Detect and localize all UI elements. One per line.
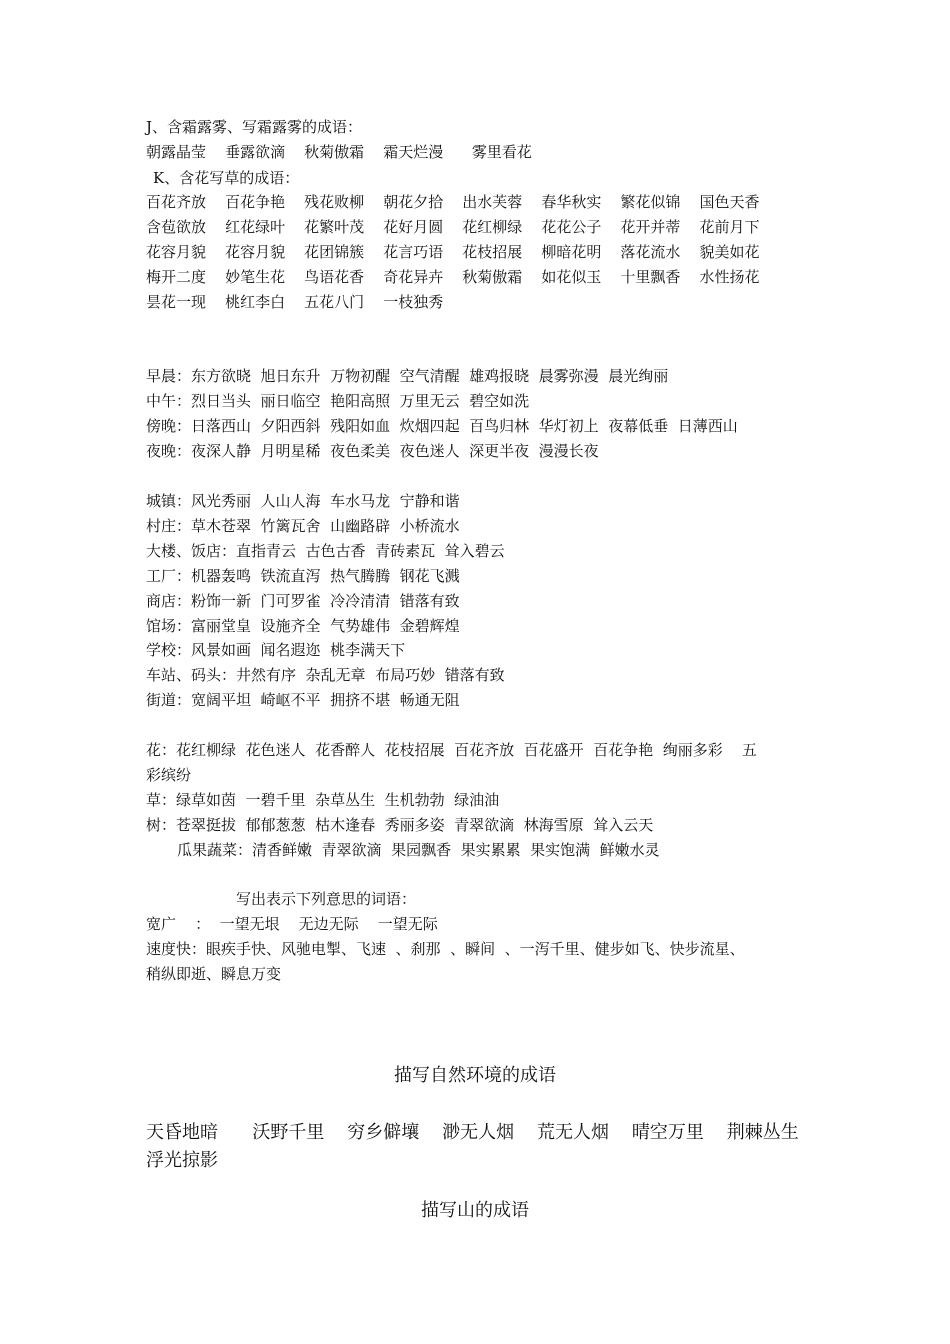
plant-flower-line: 花：花红柳绿 花色迷人 花香醉人 花枝招展 百花齐放 百花盛开 百花争艳 绚丽多彩 五 <box>146 741 757 759</box>
place-village: 村庄：草木苍翠 竹篱瓦舍 山幽路辟 小桥流水 <box>146 517 460 535</box>
meaning-wide: 宽广 ： 一望无垠 无边无际 一望无际 <box>146 915 438 933</box>
plant-fruit: 瓜果蔬菜：清香鲜嫩 青翠欲滴 果园飘香 果实累累 果实饱满 鲜嫩水灵 <box>177 841 660 859</box>
section-k-row: 百花齐放 百花争艳 残花败柳 朝花夕拾 出水芙蓉 春华秋实 繁花似锦 国色天香 <box>146 193 760 211</box>
place-shop: 商店：粉饰一新 门可罗雀 冷冷清清 错落有致 <box>146 592 460 610</box>
mountain-heading: 描写山的成语 <box>421 1200 529 1221</box>
time-noon: 中午：烈日当头 丽日临空 艳阳高照 万里无云 碧空如洗 <box>146 392 530 410</box>
section-k-row: 含苞欲放 红花绿叶 花繁叶茂 花好月圆 花红柳绿 花花公子 花开并蒂 花前月下 <box>146 218 760 236</box>
section-k-row: 梅开二度 妙笔生花 鸟语花香 奇花异卉 秋菊傲霜 如花似玉 十里飘香 水性扬花 <box>146 268 760 286</box>
meaning-fast: 速度快：眼疾手快、风驰电掣、飞速 、刹那 、瞬间 、一泻千里、健步如飞、快步流星、 <box>146 940 745 958</box>
place-school: 学校：风景如画 闻名遐迩 桃李满天下 <box>146 641 406 659</box>
place-station: 车站、码头：井然有序 杂乱无章 布局巧妙 错落有致 <box>146 666 505 684</box>
nature-idioms: 浮光掠影 <box>146 1150 218 1171</box>
section-j-heading: J、含霜露雾、写霜露雾的成语： <box>146 118 363 136</box>
place-venue: 馆场：富丽堂皇 设施齐全 气势雄伟 金碧辉煌 <box>146 617 460 635</box>
time-evening: 傍晚：日落西山 夕阳西斜 残阳如血 炊烟四起 百鸟归林 华灯初上 夜幕低垂 日薄西山 <box>146 417 738 435</box>
plant-flower-line: 彩缤纷 <box>146 766 192 784</box>
plant-grass: 草：绿草如茵 一碧千里 杂草丛生 生机勃勃 绿油油 <box>146 791 500 809</box>
time-morning: 早晨：东方欲晓 旭日东升 万物初醒 空气清醒 雄鸡报晓 晨雾弥漫 晨光绚丽 <box>146 367 669 385</box>
plant-tree: 树：苍翠挺拔 郁郁葱葱 枯木逢春 秀丽多姿 青翠欲滴 林海雪原 耸入云天 <box>146 816 654 834</box>
time-night: 夜晚：夜深人静 月明星稀 夜色柔美 夜色迷人 深更半夜 漫漫长夜 <box>146 442 599 460</box>
nature-idioms: 天昏地暗 沃野千里 穷乡僻壤 渺无人烟 荒无人烟 晴空万里 荆棘丛生 <box>146 1122 799 1143</box>
meaning-fast: 稍纵即逝、瞬息万变 <box>146 965 282 983</box>
section-k-heading: K、含花写草的成语： <box>153 169 300 187</box>
meanings-heading: 写出表示下列意思的词语： <box>236 890 417 908</box>
place-town: 城镇：风光秀丽 人山人海 车水马龙 宁静和谐 <box>146 492 460 510</box>
place-street: 街道：宽阔平坦 崎岖不平 拥挤不堪 畅通无阻 <box>146 691 460 709</box>
place-factory: 工厂：机器轰鸣 铁流直泻 热气腾腾 钢花飞溅 <box>146 567 460 585</box>
nature-heading: 描写自然环境的成语 <box>394 1065 556 1086</box>
place-building: 大楼、饭店：直指青云 古色古香 青砖素瓦 耸入碧云 <box>146 542 505 560</box>
section-k-row: 昙花一现 桃红李白 五花八门 一枝独秀 <box>146 293 444 311</box>
section-j-idioms: 朝露晶莹 垂露欲滴 秋菊傲霜 霜天烂漫 雾里看花 <box>146 143 532 161</box>
section-k-row: 花容月貌 花容月貌 花团锦簇 花言巧语 花枝招展 柳暗花明 落花流水 貌美如花 <box>146 243 760 261</box>
